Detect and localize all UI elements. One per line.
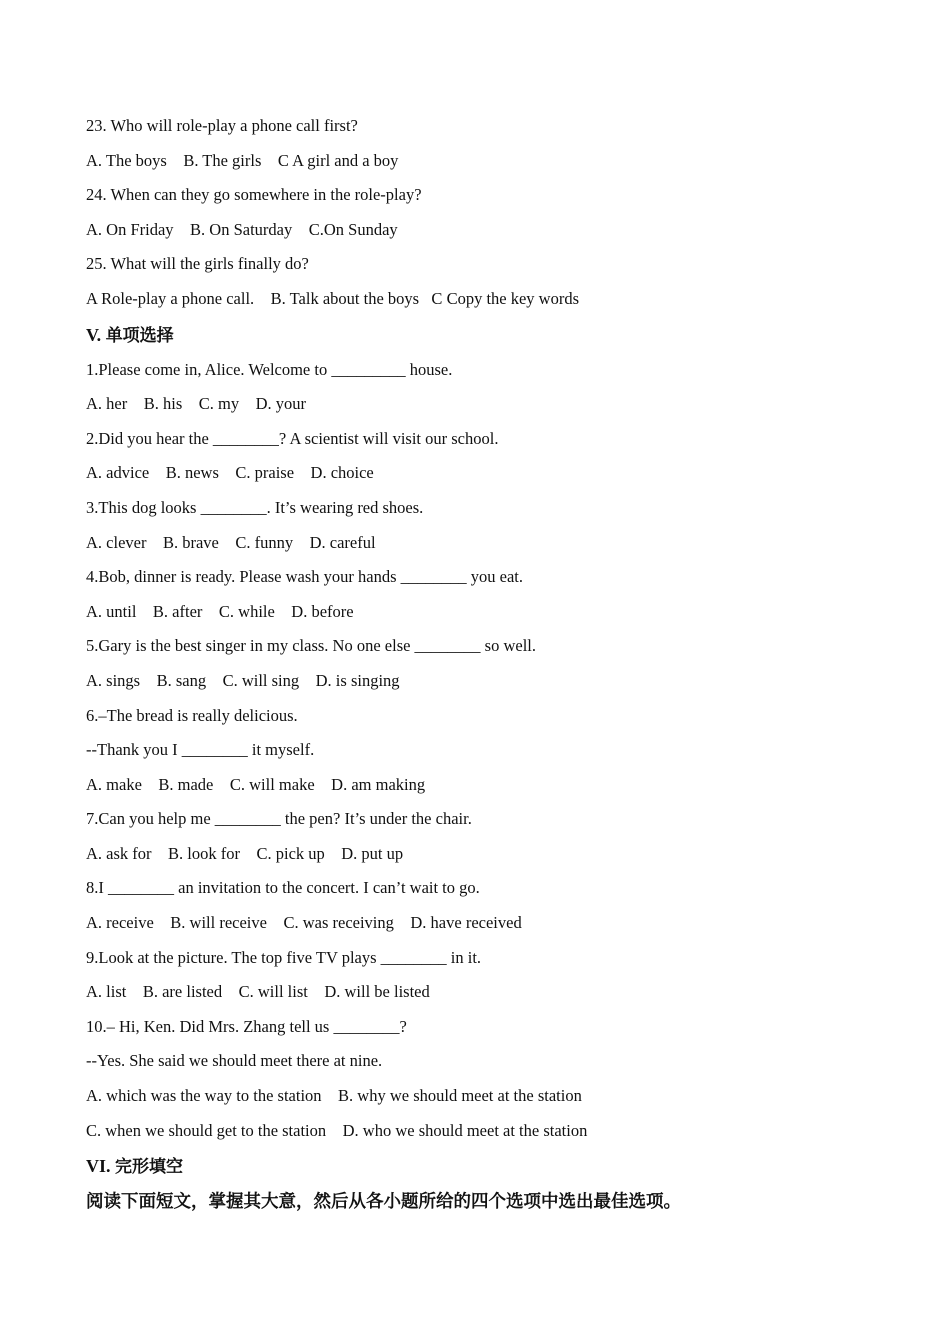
mc-question-6: 6.–The bread is really delicious.	[86, 705, 298, 725]
mc-question-7: 7.Can you help me ________ the pen? It’s under the chair.	[86, 809, 472, 829]
mc-question-10: 10.– Hi, Ken. Did Mrs. Zhang tell us ________?	[86, 1016, 407, 1036]
question-23-options: A. The boys B. The girls C A girl and a boy	[86, 150, 399, 170]
mc-question-7-options: A. ask for B. look for C. pick up D. put up	[86, 843, 404, 863]
mc-question-1-options: A. her B. his C. my D. your	[86, 394, 306, 414]
section-vi-instruction: 阅读下面短文，掌握其大意，然后从各小题所给的四个选项中选出最佳选项。	[86, 1192, 681, 1213]
section-v-questions	[86, 353, 886, 1149]
section-v-title: 单项选择	[105, 325, 174, 346]
mc-question-1: 1.Please come in, Alice. Welcome to _________ house.	[86, 359, 453, 379]
mc-question-4: 4.Bob, dinner is ready. Please wash your hands ________ you eat.	[86, 567, 524, 587]
section-v-heading	[86, 317, 886, 353]
section-v-number: V.	[86, 324, 106, 345]
question-24: 24. When can they go somewhere in the role-play?	[86, 185, 422, 205]
mc-question-10-options-cd: C. when we should get to the station D. who we should meet at the station	[86, 1120, 588, 1140]
question-24-options: A. On Friday B. On Saturday C.On Sunday	[86, 219, 398, 239]
mc-question-6-reply: --Thank you I ________ it myself.	[86, 740, 315, 760]
section-vi-title: 完形填空	[115, 1157, 184, 1178]
mc-question-2: 2.Did you hear the ________? A scientist will visit our school.	[86, 428, 499, 448]
mc-question-10-reply: --Yes. She said we should meet there at nine.	[86, 1051, 383, 1071]
listening-questions	[86, 109, 886, 317]
mc-question-4-options: A. until B. after C. while D. before	[86, 601, 354, 621]
question-25-options: A Role-play a phone call. B. Talk about the boys C Copy the key words	[86, 288, 580, 308]
section-vi-number: VI.	[86, 1156, 116, 1177]
question-25: 25. What will the girls finally do?	[86, 254, 309, 274]
mc-question-9: 9.Look at the picture. The top five TV plays ________ in it.	[86, 947, 482, 967]
mc-question-2-options: A. advice B. news C. praise D. choice	[86, 463, 374, 483]
section-vi-heading	[86, 1148, 886, 1184]
mc-question-3-options: A. clever B. brave C. funny D. careful	[86, 532, 376, 552]
exam-page	[86, 109, 886, 1220]
mc-question-5-options: A. sings B. sang C. will sing D. is singing	[86, 670, 400, 690]
mc-question-6-options: A. make B. made C. will make D. am making	[86, 774, 426, 794]
mc-question-8-options: A. receive B. will receive C. was receiving D. have received	[86, 913, 522, 933]
mc-question-3: 3.This dog looks ________. It’s wearing red shoes.	[86, 497, 424, 517]
mc-question-8: 8.I ________ an invitation to the concert. I can’t wait to go.	[86, 878, 480, 898]
question-23: 23. Who will role-play a phone call first?	[86, 116, 358, 135]
mc-question-10-options-ab: A. which was the way to the station B. why we should meet at the station	[86, 1086, 582, 1106]
mc-question-5: 5.Gary is the best singer in my class. No one else ________ so well.	[86, 636, 537, 656]
mc-question-9-options: A. list B. are listed C. will list D. will be listed	[86, 982, 430, 1002]
